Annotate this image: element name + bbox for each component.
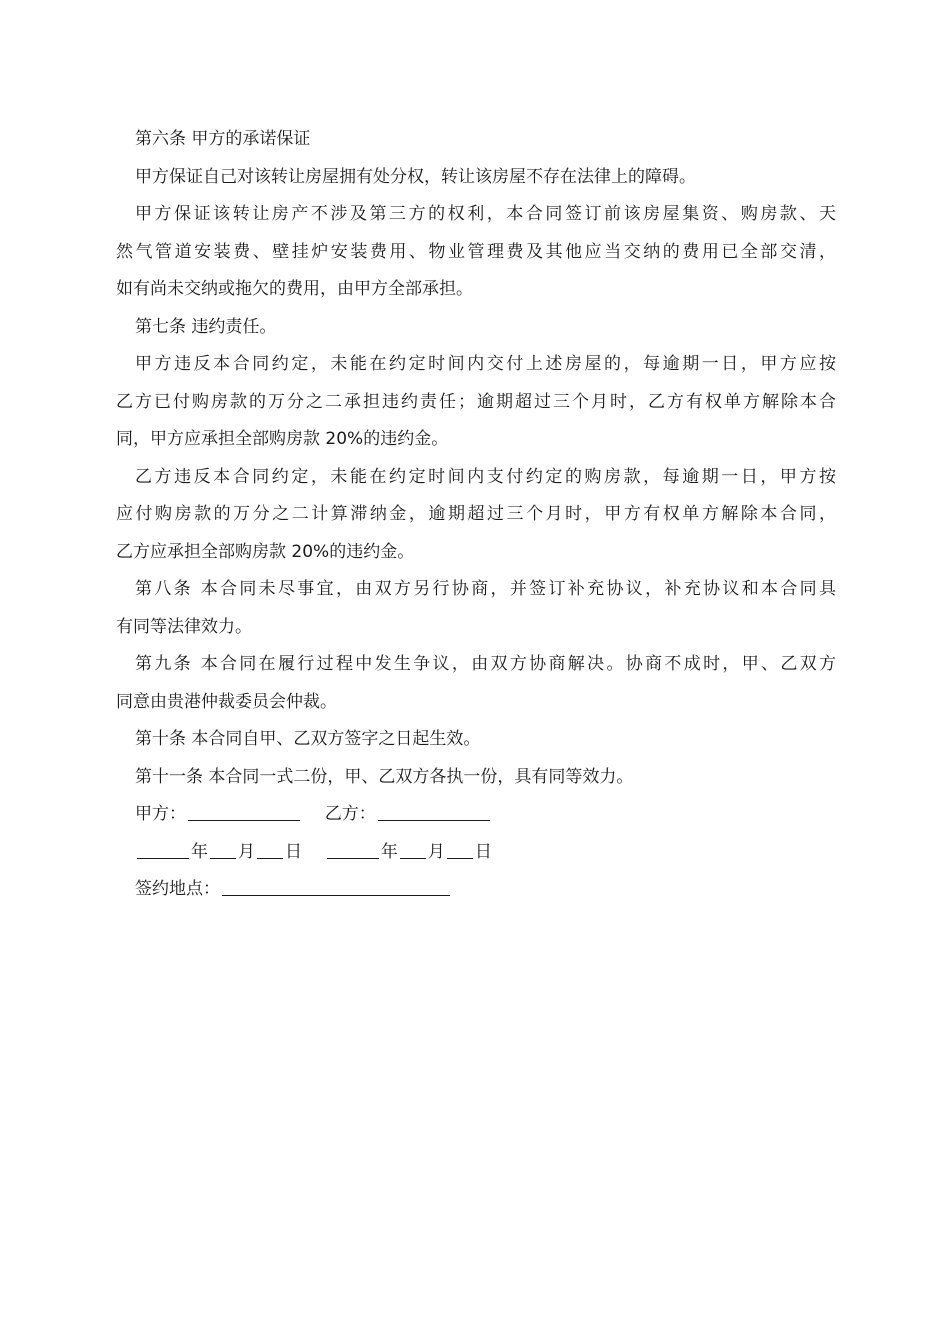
text-line: 第七条 违约责任。 — [135, 316, 277, 337]
document-body — [116, 121, 836, 909]
text-line: 第九条 本合同在履行过程中发生争议，由双方协商解决。协商不成时，甲、乙双方 — [135, 654, 836, 674]
text-line: 甲方保证该转让房产不涉及第三方的权利，本合同签订前该房屋集资、购房款、天 — [135, 204, 836, 224]
contract-text — [116, 121, 836, 796]
month-label-b: 月 — [427, 841, 445, 862]
text-line: 第八条 本合同未尽事宜，由双方另行协商，并签订补充协议，补充协议和本合同具 — [135, 579, 836, 599]
party-a-blank — [188, 798, 300, 821]
signing-place-blank — [222, 873, 450, 896]
year-label-a: 年 — [191, 841, 208, 862]
text-line: 同意由贵港仲裁委员会仲裁。 — [116, 691, 337, 712]
text-line: 乙方已付购房款的万分之二承担违约责任；逾期超过三个月时，乙方有权单方解除本合 — [116, 391, 836, 412]
month-blank-b — [400, 836, 426, 859]
text-line: 第六条 甲方的承诺保证 — [135, 129, 311, 149]
text-line: 甲方违反本合同约定，未能在约定时间内交付上述房屋的，每逾期一日，甲方应按 — [135, 354, 836, 374]
party-b-label: 乙方： — [324, 804, 376, 824]
text-line: 第十一条 本合同一式二份，甲、乙双方各执一份，具有同等效力。 — [135, 766, 634, 787]
day-label-a: 日 — [285, 841, 302, 862]
month-label-a: 月 — [238, 841, 255, 862]
year-blank-a — [137, 836, 189, 859]
text-line: 同，甲方应承担全部购房款 20%的违约金。 — [116, 429, 449, 449]
party-b-blank — [378, 798, 490, 821]
party-a-label: 甲方： — [135, 804, 186, 824]
month-blank-a — [210, 836, 236, 859]
text-line: 然气管道安装费、壁挂炉安装费用、物业管理费及其他应当交纳的费用已全部交清， — [116, 241, 836, 262]
day-label-b: 日 — [474, 841, 492, 862]
signing-place-label: 签约地点： — [135, 879, 220, 899]
signing-place-row — [116, 871, 836, 909]
day-blank-b — [447, 836, 473, 859]
text-line: 如有尚未交纳或拖欠的费用，由甲方全部承担。 — [116, 279, 473, 299]
text-line: 应付购房款的万分之二计算滞纳金，逾期超过三个月时，甲方有权单方解除本合同， — [116, 504, 836, 524]
text-line: 甲方保证自己对该转让房屋拥有处分权，转让该房屋不存在法律上的障碍。 — [135, 166, 696, 187]
text-line: 第十条 本合同自甲、乙双方签字之日起生效。 — [135, 729, 481, 749]
text-line: 乙方应承担全部购房款 20%的违约金。 — [116, 541, 415, 562]
date-row — [116, 834, 836, 872]
year-label-b: 年 — [380, 841, 398, 862]
party-signature-row — [116, 796, 836, 834]
text-line: 有同等法律效力。 — [116, 616, 252, 637]
text-line: 乙方违反本合同约定，未能在约定时间内支付约定的购房款，每逾期一日，甲方按 — [135, 466, 836, 487]
day-blank-a — [257, 836, 283, 859]
year-blank-b — [327, 836, 379, 859]
